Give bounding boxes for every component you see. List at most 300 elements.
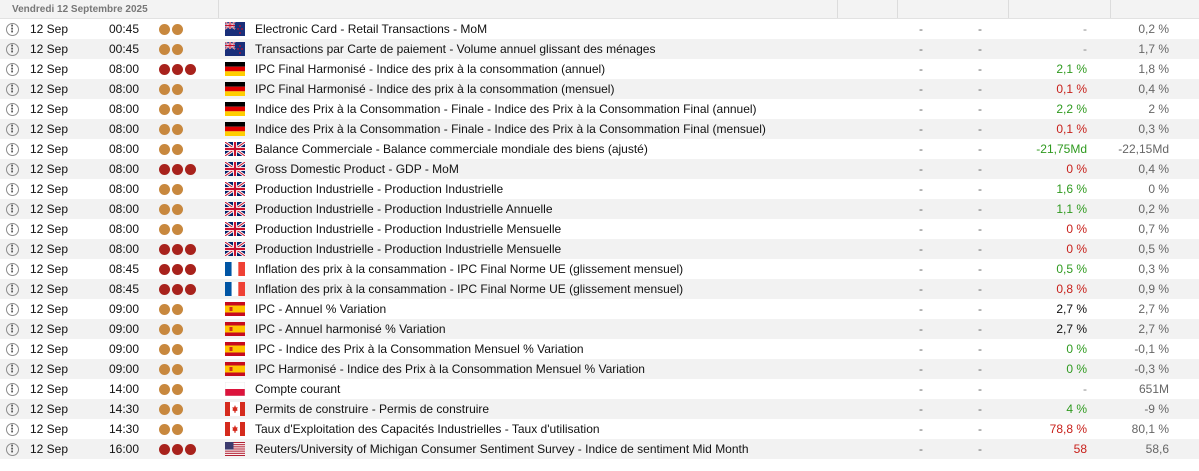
consensus-value: - <box>978 42 982 56</box>
event-time: 08:00 <box>109 202 140 216</box>
importance-dot-icon <box>159 324 170 335</box>
importance-indicator <box>155 284 225 295</box>
table-row[interactable] <box>0 139 1199 159</box>
event-time: 08:00 <box>109 122 140 136</box>
actual-value: - <box>1083 382 1087 396</box>
importance-dot-icon <box>172 284 183 295</box>
forecast-value: - <box>919 122 923 136</box>
info-cell <box>0 183 24 196</box>
consensus-value: - <box>978 162 982 176</box>
importance-dot-icon <box>172 264 183 275</box>
importance-dot-icon <box>172 424 183 435</box>
previous-value: 0,3 % <box>1138 122 1169 136</box>
table-row[interactable] <box>0 59 1199 79</box>
table-row[interactable] <box>0 299 1199 319</box>
info-cell <box>0 43 24 56</box>
info-icon[interactable]: ⋮ <box>7 123 17 135</box>
table-row[interactable] <box>0 79 1199 99</box>
previous-value: 80,1 % <box>1131 422 1169 436</box>
actual-value: - <box>1083 42 1087 56</box>
importance-dot-icon <box>172 204 183 215</box>
gb-flag-icon <box>225 222 255 236</box>
consensus-value: - <box>978 422 982 436</box>
events-table <box>0 19 1199 459</box>
previous-value: 0,2 % <box>1138 202 1169 216</box>
info-icon[interactable]: ⋮ <box>7 143 17 155</box>
importance-indicator <box>155 244 225 255</box>
actual-value: 0 % <box>1066 222 1087 236</box>
de-flag-icon <box>225 102 255 116</box>
importance-dot-icon <box>172 64 183 75</box>
importance-dot-icon <box>159 124 170 135</box>
importance-dot-icon <box>159 164 170 175</box>
actual-value: 0 % <box>1066 342 1087 356</box>
info-icon[interactable]: ⋮ <box>7 43 17 55</box>
event-name[interactable]: Gross Domestic Product - GDP - MoM <box>255 162 459 176</box>
actual-value: 0 % <box>1066 162 1087 176</box>
event-name[interactable]: Permits de construire - Permis de construire <box>255 402 490 416</box>
column-divider <box>837 0 838 18</box>
event-name[interactable]: IPC - Indice des Prix à la Consommation Mensuel % Variation <box>255 342 584 356</box>
previous-value: -22,15Md <box>1118 142 1169 156</box>
info-cell <box>0 123 24 136</box>
info-icon[interactable]: ⋮ <box>7 383 17 395</box>
info-icon[interactable]: ⋮ <box>7 403 17 415</box>
importance-dot-icon <box>159 424 170 435</box>
info-cell <box>0 263 24 276</box>
info-cell <box>0 343 24 356</box>
importance-dot-icon <box>159 24 170 35</box>
event-date: 12 Sep <box>30 162 69 176</box>
table-row[interactable] <box>0 419 1199 439</box>
forecast-value: - <box>919 342 923 356</box>
info-icon[interactable]: ⋮ <box>7 263 17 275</box>
forecast-value: - <box>919 362 923 376</box>
importance-indicator <box>155 184 225 195</box>
event-date: 12 Sep <box>30 62 69 76</box>
event-date: 12 Sep <box>30 422 69 436</box>
column-divider <box>218 0 219 18</box>
previous-value: 58,6 <box>1145 442 1169 456</box>
gb-flag-icon <box>225 202 255 216</box>
event-time: 14:30 <box>109 422 140 436</box>
info-icon[interactable]: ⋮ <box>7 103 17 115</box>
importance-indicator <box>155 424 225 435</box>
consensus-value: - <box>978 262 982 276</box>
info-cell <box>0 383 24 396</box>
importance-indicator <box>155 264 225 275</box>
importance-indicator <box>155 224 225 235</box>
importance-indicator <box>155 344 225 355</box>
forecast-value: - <box>919 282 923 296</box>
event-time: 08:00 <box>109 102 140 116</box>
table-row[interactable] <box>0 439 1199 459</box>
forecast-value: - <box>919 22 923 36</box>
previous-value: 651M <box>1138 382 1169 396</box>
pl-flag-icon <box>225 382 255 396</box>
consensus-value: - <box>978 282 982 296</box>
actual-value: 78,8 % <box>1049 422 1087 436</box>
importance-dot-icon <box>185 164 196 175</box>
forecast-value: - <box>919 202 923 216</box>
column-divider <box>1008 0 1009 18</box>
actual-value: 0,1 % <box>1056 82 1087 96</box>
info-cell <box>0 303 24 316</box>
event-name[interactable]: Compte courant <box>255 382 341 396</box>
consensus-value: - <box>978 242 982 256</box>
nz-flag-icon <box>225 22 255 36</box>
importance-indicator <box>155 324 225 335</box>
event-name[interactable]: Inflation des prix à la consammation - IPC Final Norme UE (glissement mensuel) <box>255 262 684 276</box>
importance-indicator <box>155 104 225 115</box>
actual-value: 0,8 % <box>1056 282 1087 296</box>
event-date: 12 Sep <box>30 22 69 36</box>
event-name[interactable]: IPC - Annuel harmonisé % Variation <box>255 322 446 336</box>
forecast-value: - <box>919 382 923 396</box>
info-icon[interactable]: ⋮ <box>7 183 17 195</box>
previous-value: 0,4 % <box>1138 82 1169 96</box>
consensus-value: - <box>978 442 982 456</box>
forecast-value: - <box>919 162 923 176</box>
date-heading: Vendredi 12 Septembre 2025 <box>12 3 148 15</box>
forecast-value: - <box>919 322 923 336</box>
previous-value: 0,7 % <box>1138 222 1169 236</box>
table-row[interactable] <box>0 199 1199 219</box>
event-date: 12 Sep <box>30 382 69 396</box>
event-date: 12 Sep <box>30 402 69 416</box>
table-row[interactable] <box>0 399 1199 419</box>
column-divider <box>897 0 898 18</box>
forecast-value: - <box>919 262 923 276</box>
info-icon[interactable]: ⋮ <box>7 203 17 215</box>
forecast-value: - <box>919 302 923 316</box>
info-cell <box>0 83 24 96</box>
nz-flag-icon <box>225 42 255 56</box>
importance-dot-icon <box>172 184 183 195</box>
info-icon[interactable]: ⋮ <box>7 443 17 455</box>
table-row[interactable] <box>0 159 1199 179</box>
ca-flag-icon <box>225 402 255 416</box>
importance-dot-icon <box>172 44 183 55</box>
consensus-value: - <box>978 102 982 116</box>
previous-value: 2,7 % <box>1138 302 1169 316</box>
forecast-value: - <box>919 422 923 436</box>
event-time: 08:00 <box>109 242 140 256</box>
event-time: 09:00 <box>109 362 140 376</box>
previous-value: -0,3 % <box>1134 362 1169 376</box>
previous-value: 0,9 % <box>1138 282 1169 296</box>
importance-dot-icon <box>159 84 170 95</box>
previous-value: 1,7 % <box>1138 42 1169 56</box>
event-date: 12 Sep <box>30 362 69 376</box>
previous-value: 0 % <box>1148 182 1169 196</box>
table-row[interactable] <box>0 179 1199 199</box>
importance-dot-icon <box>159 304 170 315</box>
event-name[interactable]: IPC Final Harmonisé - Indice des prix à la consommation (mensuel) <box>255 82 615 96</box>
forecast-value: - <box>919 442 923 456</box>
importance-indicator <box>155 84 225 95</box>
previous-value: 0,5 % <box>1138 242 1169 256</box>
info-icon[interactable]: ⋮ <box>7 323 17 335</box>
event-date: 12 Sep <box>30 42 69 56</box>
importance-dot-icon <box>172 364 183 375</box>
importance-dot-icon <box>185 284 196 295</box>
importance-indicator <box>155 364 225 375</box>
event-date: 12 Sep <box>30 182 69 196</box>
es-flag-icon <box>225 322 255 336</box>
forecast-value: - <box>919 42 923 56</box>
importance-dot-icon <box>159 144 170 155</box>
info-icon[interactable]: ⋮ <box>7 223 17 235</box>
event-date: 12 Sep <box>30 222 69 236</box>
importance-dot-icon <box>159 364 170 375</box>
actual-value: 4 % <box>1066 402 1087 416</box>
event-time: 00:45 <box>109 42 140 56</box>
info-cell <box>0 403 24 416</box>
actual-value: 1,6 % <box>1056 182 1087 196</box>
importance-indicator <box>155 64 225 75</box>
importance-dot-icon <box>159 264 170 275</box>
table-row[interactable] <box>0 279 1199 299</box>
table-row[interactable] <box>0 19 1199 39</box>
info-cell <box>0 363 24 376</box>
event-time: 08:00 <box>109 182 140 196</box>
event-name[interactable]: Indice des Prix à la Consommation - Finale - Indice des Prix à la Consommation Final (mensuel) <box>255 122 766 136</box>
importance-dot-icon <box>159 344 170 355</box>
previous-value: 0,4 % <box>1138 162 1169 176</box>
event-name[interactable]: IPC Final Harmonisé - Indice des prix à la consommation (annuel) <box>255 62 606 76</box>
event-date: 12 Sep <box>30 82 69 96</box>
importance-dot-icon <box>159 204 170 215</box>
table-row[interactable] <box>0 259 1199 279</box>
info-icon[interactable]: ⋮ <box>7 243 17 255</box>
forecast-value: - <box>919 62 923 76</box>
event-date: 12 Sep <box>30 242 69 256</box>
gb-flag-icon <box>225 162 255 176</box>
table-header <box>0 0 1199 19</box>
table-row[interactable] <box>0 339 1199 359</box>
info-cell <box>0 283 24 296</box>
importance-dot-icon <box>172 144 183 155</box>
info-cell <box>0 443 24 456</box>
table-row[interactable] <box>0 99 1199 119</box>
importance-dot-icon <box>172 24 183 35</box>
consensus-value: - <box>978 202 982 216</box>
event-name[interactable]: Electronic Card - Retail Transactions - MoM <box>255 22 488 36</box>
event-time: 14:00 <box>109 382 140 396</box>
info-cell <box>0 103 24 116</box>
ca-flag-icon <box>225 422 255 436</box>
gb-flag-icon <box>225 242 255 256</box>
event-name[interactable]: IPC - Annuel % Variation <box>255 302 387 316</box>
event-name[interactable]: Reuters/University of Michigan Consumer Sentiment Survey - Indice de sentiment Mid Month <box>255 442 749 456</box>
importance-dot-icon <box>172 104 183 115</box>
actual-value: 2,7 % <box>1056 302 1087 316</box>
consensus-value: - <box>978 402 982 416</box>
previous-value: 0,3 % <box>1138 262 1169 276</box>
info-cell <box>0 243 24 256</box>
event-time: 08:00 <box>109 62 140 76</box>
previous-value: -0,1 % <box>1134 342 1169 356</box>
info-icon[interactable]: ⋮ <box>7 423 17 435</box>
forecast-value: - <box>919 142 923 156</box>
event-name[interactable]: Production Industrielle - Production Industrielle Annuelle <box>255 202 553 216</box>
us-flag-icon <box>225 442 255 456</box>
previous-value: 2,7 % <box>1138 322 1169 336</box>
info-icon[interactable]: ⋮ <box>7 343 17 355</box>
importance-dot-icon <box>172 384 183 395</box>
importance-indicator <box>155 44 225 55</box>
event-date: 12 Sep <box>30 262 69 276</box>
es-flag-icon <box>225 302 255 316</box>
forecast-value: - <box>919 222 923 236</box>
event-date: 12 Sep <box>30 442 69 456</box>
event-time: 16:00 <box>109 442 140 456</box>
importance-dot-icon <box>185 264 196 275</box>
info-cell <box>0 223 24 236</box>
de-flag-icon <box>225 82 255 96</box>
consensus-value: - <box>978 122 982 136</box>
event-date: 12 Sep <box>30 122 69 136</box>
actual-value: 0 % <box>1066 362 1087 376</box>
event-date: 12 Sep <box>30 342 69 356</box>
actual-value: 2,7 % <box>1056 322 1087 336</box>
event-time: 08:00 <box>109 82 140 96</box>
info-cell <box>0 323 24 336</box>
info-cell <box>0 423 24 436</box>
actual-value: 2,2 % <box>1056 102 1087 116</box>
event-name[interactable]: IPC Harmonisé - Indice des Prix à la Consommation Mensuel % Variation <box>255 362 645 376</box>
de-flag-icon <box>225 62 255 76</box>
importance-indicator <box>155 384 225 395</box>
actual-value: 0 % <box>1066 242 1087 256</box>
actual-value: 0,5 % <box>1056 262 1087 276</box>
event-name[interactable]: Indice des Prix à la Consommation - Finale - Indice des Prix à la Consommation Final (annuel) <box>255 102 757 116</box>
event-time: 00:45 <box>109 22 140 36</box>
info-icon[interactable]: ⋮ <box>7 63 17 75</box>
importance-dot-icon <box>159 404 170 415</box>
consensus-value: - <box>978 62 982 76</box>
event-time: 08:00 <box>109 162 140 176</box>
info-cell <box>0 163 24 176</box>
importance-indicator <box>155 24 225 35</box>
importance-dot-icon <box>185 64 196 75</box>
consensus-value: - <box>978 382 982 396</box>
importance-dot-icon <box>159 444 170 455</box>
importance-dot-icon <box>172 224 183 235</box>
gb-flag-icon <box>225 182 255 196</box>
forecast-value: - <box>919 182 923 196</box>
importance-dot-icon <box>159 244 170 255</box>
info-icon[interactable]: ⋮ <box>7 363 17 375</box>
info-icon[interactable]: ⋮ <box>7 283 17 295</box>
info-cell <box>0 63 24 76</box>
previous-value: 1,8 % <box>1138 62 1169 76</box>
consensus-value: - <box>978 22 982 36</box>
event-time: 09:00 <box>109 322 140 336</box>
importance-dot-icon <box>159 184 170 195</box>
consensus-value: - <box>978 322 982 336</box>
importance-dot-icon <box>159 384 170 395</box>
importance-dot-icon <box>159 284 170 295</box>
forecast-value: - <box>919 242 923 256</box>
info-icon[interactable]: ⋮ <box>7 163 17 175</box>
consensus-value: - <box>978 222 982 236</box>
event-name[interactable]: Production Industrielle - Production Industrielle <box>255 182 504 196</box>
table-row[interactable] <box>0 39 1199 59</box>
importance-indicator <box>155 304 225 315</box>
actual-value: 0,1 % <box>1056 122 1087 136</box>
importance-dot-icon <box>172 324 183 335</box>
event-time: 09:00 <box>109 342 140 356</box>
consensus-value: - <box>978 362 982 376</box>
event-date: 12 Sep <box>30 102 69 116</box>
forecast-value: - <box>919 82 923 96</box>
event-time: 08:45 <box>109 262 140 276</box>
importance-indicator <box>155 144 225 155</box>
info-cell <box>0 23 24 36</box>
consensus-value: - <box>978 342 982 356</box>
previous-value: 2 % <box>1148 102 1169 116</box>
actual-value: 2,1 % <box>1056 62 1087 76</box>
actual-value: 1,1 % <box>1056 202 1087 216</box>
gb-flag-icon <box>225 142 255 156</box>
info-icon[interactable]: ⋮ <box>7 83 17 95</box>
info-icon[interactable]: ⋮ <box>7 303 17 315</box>
importance-dot-icon <box>159 64 170 75</box>
event-date: 12 Sep <box>30 142 69 156</box>
actual-value: 58 <box>1073 442 1087 456</box>
consensus-value: - <box>978 142 982 156</box>
table-row[interactable] <box>0 359 1199 379</box>
event-name[interactable]: Taux d'Exploitation des Capacités Industrielles - Taux d'utilisation <box>255 422 600 436</box>
event-date: 12 Sep <box>30 302 69 316</box>
importance-dot-icon <box>159 44 170 55</box>
previous-value: 0,2 % <box>1138 22 1169 36</box>
event-name[interactable]: Transactions par Carte de paiement - Volume annuel glissant des ménages <box>255 42 656 56</box>
event-name[interactable]: Production Industrielle - Production Industrielle Mensuelle <box>255 242 562 256</box>
event-time: 08:00 <box>109 142 140 156</box>
forecast-value: - <box>919 402 923 416</box>
importance-indicator <box>155 404 225 415</box>
es-flag-icon <box>225 342 255 356</box>
importance-indicator <box>155 204 225 215</box>
importance-indicator <box>155 444 225 455</box>
table-row[interactable] <box>0 219 1199 239</box>
importance-indicator <box>155 124 225 135</box>
event-name[interactable]: Production Industrielle - Production Industrielle Mensuelle <box>255 222 562 236</box>
consensus-value: - <box>978 82 982 96</box>
table-row[interactable] <box>0 239 1199 259</box>
event-name[interactable]: Balance Commerciale - Balance commerciale mondiale des biens (ajusté) <box>255 142 648 156</box>
importance-dot-icon <box>159 224 170 235</box>
event-date: 12 Sep <box>30 322 69 336</box>
forecast-value: - <box>919 102 923 116</box>
importance-dot-icon <box>185 444 196 455</box>
info-cell <box>0 143 24 156</box>
event-name[interactable]: Inflation des prix à la consammation - IPC Final Norme UE (glissement mensuel) <box>255 282 684 296</box>
table-row[interactable] <box>0 119 1199 139</box>
info-cell <box>0 203 24 216</box>
table-row[interactable] <box>0 379 1199 399</box>
event-date: 12 Sep <box>30 282 69 296</box>
importance-dot-icon <box>185 244 196 255</box>
info-icon[interactable]: ⋮ <box>7 23 17 35</box>
event-time: 09:00 <box>109 302 140 316</box>
column-divider <box>1110 0 1111 18</box>
importance-indicator <box>155 164 225 175</box>
table-row[interactable] <box>0 319 1199 339</box>
